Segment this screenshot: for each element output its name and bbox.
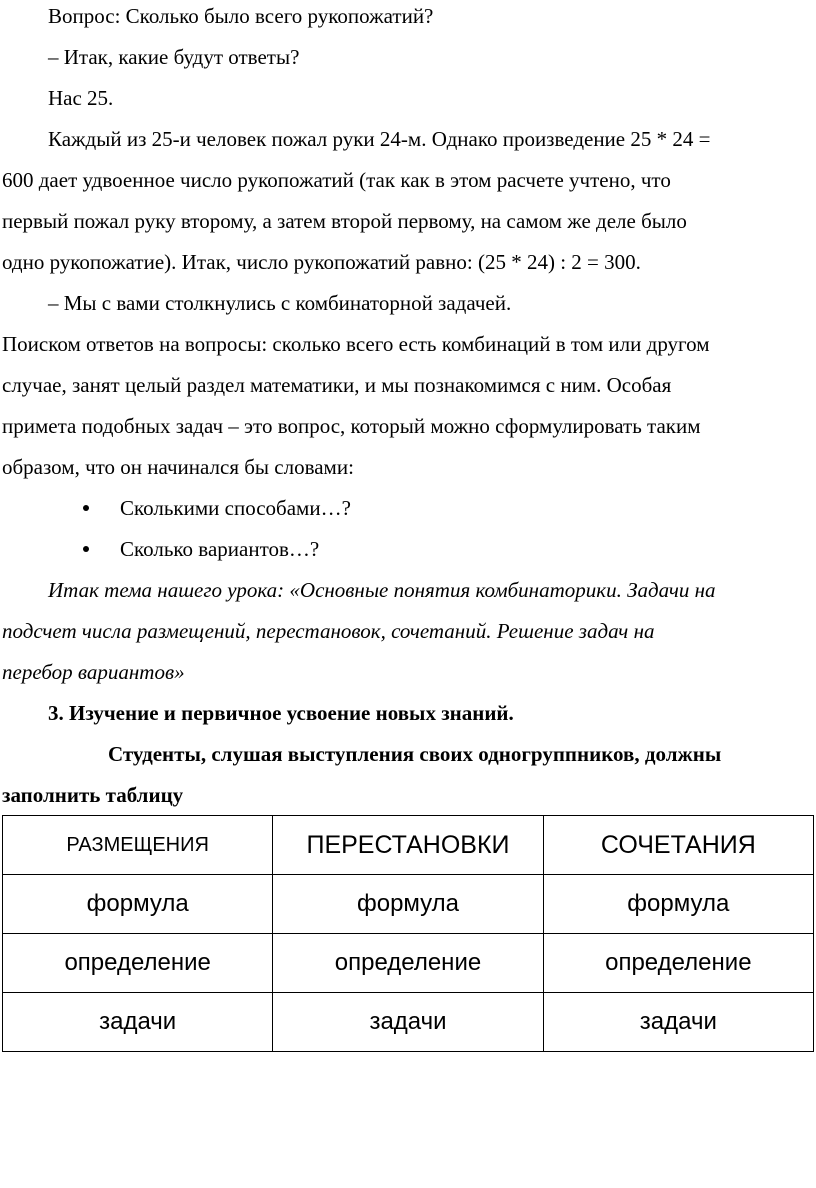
paragraph-3-line-3: примета подобных задач – это вопрос, который можно сформулировать таким <box>2 414 701 438</box>
header-combinations: СОЧЕТАНИЯ <box>543 816 813 875</box>
header-placements: РАЗМЕЩЕНИЯ <box>3 816 273 875</box>
table-cell: формула <box>543 875 813 934</box>
bullet-item-1: Сколькими способами…? <box>120 496 351 520</box>
section-heading: 3. Изучение и первичное усвоение новых знаний. <box>48 701 514 725</box>
paragraph-3-line-2: случае, занят целый раздел математики, и мы познакомимся с ним. Особая <box>2 373 672 397</box>
bullet-item-2: Сколько вариантов…? <box>120 537 320 561</box>
bullet-icon <box>83 546 89 552</box>
table-row <box>3 993 814 1052</box>
paragraph-1-line-1: Каждый из 25-и человек пожал руки 24-м. Однако произведение 25 * 24 = <box>48 127 711 151</box>
topic-line-1: Итак тема нашего урока: «Основные понятия комбинаторики. Задачи на <box>48 578 716 602</box>
header-permutations: ПЕРЕСТАНОВКИ <box>273 816 543 875</box>
paragraph-1-line-4: одно рукопожатие). Итак, число рукопожатий равно: (25 * 24) : 2 = 300. <box>2 250 641 274</box>
topic-line-3: перебор вариантов» <box>2 660 185 684</box>
task-line-2: заполнить таблицу <box>2 783 184 807</box>
task-line-1: Студенты, слушая выступления своих одногруппников, должны <box>108 742 722 766</box>
concepts-table <box>2 815 814 1052</box>
table-cell: определение <box>273 934 543 993</box>
table-cell: задачи <box>3 993 273 1052</box>
table-row <box>3 934 814 993</box>
paragraph-3-line-1: Поиском ответов на вопросы: сколько всего есть комбинаций в том или другом <box>2 332 710 356</box>
paragraph-2: – Мы с вами столкнулись с комбинаторной задачей. <box>48 291 512 315</box>
paragraph-1-line-2: 600 дает удвоенное число рукопожатий (так как в этом расчете учтено, что <box>2 168 671 192</box>
table-cell: определение <box>3 934 273 993</box>
table-cell: определение <box>543 934 813 993</box>
table-cell: задачи <box>273 993 543 1052</box>
count-line: Нас 25. <box>48 86 114 110</box>
answers-line: – Итак, какие будут ответы? <box>48 45 300 69</box>
bullet-icon <box>83 505 89 511</box>
table-cell: формула <box>3 875 273 934</box>
table-row <box>3 875 814 934</box>
question-line: Вопрос: Сколько было всего рукопожатий? <box>48 4 434 28</box>
table-cell: формула <box>273 875 543 934</box>
topic-line-2: подсчет числа размещений, перестановок, сочетаний. Решение задач на <box>2 619 655 643</box>
table-cell: задачи <box>543 993 813 1052</box>
paragraph-3-line-4: образом, что он начинался бы словами: <box>2 455 354 479</box>
table-header-row <box>3 816 814 875</box>
paragraph-1-line-3: первый пожал руку второму, а затем второй первому, на самом же деле было <box>2 209 687 233</box>
